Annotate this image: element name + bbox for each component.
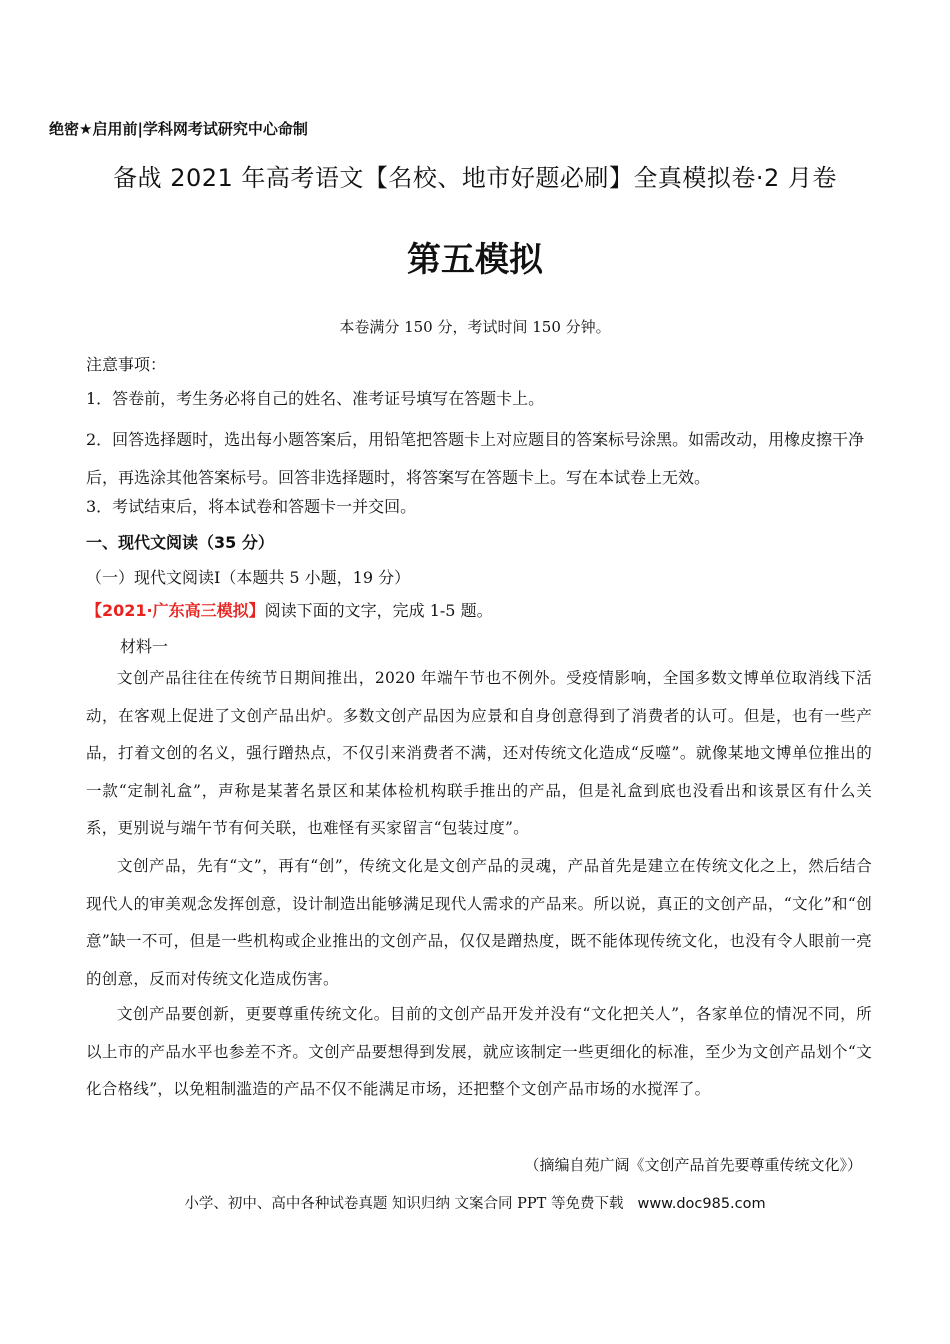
source-note: （摘编自苑广阔《文创产品首先要尊重传统文化》） xyxy=(524,1156,862,1174)
note-item-3: 3．考试结束后，将本试卷和答题卡一并交回。 xyxy=(86,497,417,516)
exam-info: 本卷满分 150 分，考试时间 150 分钟。 xyxy=(339,318,611,336)
source-tag: 【2021·广东高三模拟】 xyxy=(86,601,265,620)
instruction-text: 阅读下面的文字，完成 1-5 题。 xyxy=(264,601,493,620)
section-heading: 一、现代文阅读（35 分） xyxy=(86,533,274,552)
series-title: 备战 2021 年高考语文【名校、地市好题必刷】全真模拟卷·2 月卷 xyxy=(113,164,837,192)
footer-url[interactable]: www.doc985.com xyxy=(637,1196,766,1212)
footer-text: 小学、初中、高中各种试卷真题 知识归纳 文案合同 PPT 等免费下载 xyxy=(184,1196,624,1212)
passage-paragraph-2: 文创产品，先有“文”，再有“创”，传统文化是文创产品的灵魂，产品首先是建立在传统文化之上，然后结合现代人的审美观念发挥创意，设计制造出能够满足现代人需求的产品来。所以说，真正的文创产品，“文化”和“创意”缺一不可，但是一些机构或企业推出的文创产品，仅仅是蹭热度，既不能体现传统文化，也没有令人眼前一亮的创意，反而对传统文化造成伤害。 xyxy=(86,857,872,988)
notes-heading: 注意事项： xyxy=(86,355,167,374)
question-instruction xyxy=(86,598,493,621)
page-title: 第五模拟 xyxy=(407,240,543,280)
passage-paragraph-3: 文创产品要创新，更要尊重传统文化。目前的文创产品开发并没有“文化把关人”，各家单位的情况不同，所以上市的产品水平也参差不齐。文创产品要想得到发展，就应该制定一些更细化的标准，至少为文创产品划个“文化合格线”，以免粗制滥造的产品不仅不能满足市场，还把整个文创产品市场的水搅浑了。 xyxy=(86,1005,872,1098)
note-item-1: 1．答卷前，考生务必将自己的姓名、准考证号填写在答题卡上。 xyxy=(86,389,545,408)
passage-paragraph-1: 文创产品往往在传统节日期间推出，2020 年端午节也不例外。受疫情影响，全国多数文博单位取消线下活动，在客观上促进了文创产品出炉。多数文创产品因为应景和自身创意得到了消费者的认可。但是，也有一些产品，打着文创的名义，强行蹭热点，不仅引来消费者不满，还对传统文化造成“反噬”。就像某地文博单位推出的一款“定制礼盒”，声称是某著名景区和某体检机构联手推出的产品，但是礼盒到底也没看出和该景区有什么关系，更别说与端午节有何关联，也难怪有买家留言“包装过度”。 xyxy=(86,669,872,837)
material-label: 材料一 xyxy=(120,637,169,656)
note-item-2: 2．回答选择题时，选出每小题答案后，用铅笔把答题卡上对应题目的答案标号涂黑。如需改动，用橡皮擦干净后，再选涂其他答案标号。回答非选择题时，将答案写在答题卡上。写在本试卷上无效。 xyxy=(86,430,865,487)
section-subheading: （一）现代文阅读Ⅰ（本题共 5 小题，19 分） xyxy=(86,568,411,587)
confidential-mark: 绝密★启用前|学科网考试研究中心命制 xyxy=(49,120,308,138)
footer xyxy=(0,1192,950,1213)
